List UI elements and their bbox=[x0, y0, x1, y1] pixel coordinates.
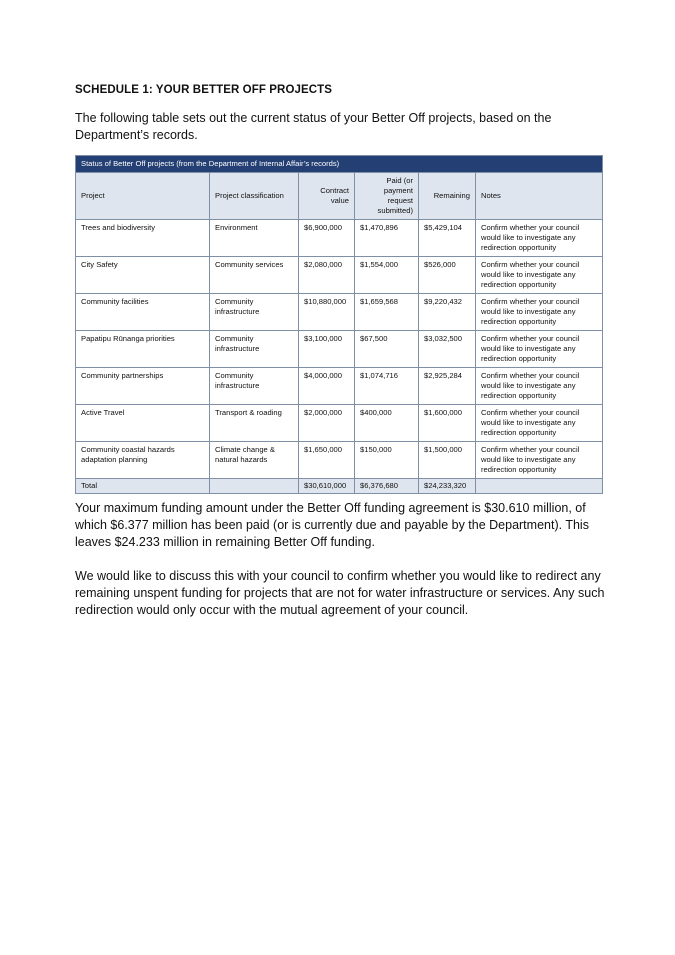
header-contract-value: Contract value bbox=[299, 173, 355, 220]
table-row bbox=[76, 442, 603, 479]
header-notes: Notes bbox=[476, 173, 603, 220]
project-classification: Transport & roading bbox=[210, 405, 299, 442]
project-notes: Confirm whether your council would like to investigate any redirection opportunity bbox=[476, 442, 603, 479]
project-notes: Confirm whether your council would like to investigate any redirection opportunity bbox=[476, 368, 603, 405]
schedule-heading: SCHEDULE 1: YOUR BETTER OFF PROJECTS bbox=[75, 84, 333, 96]
project-notes: Confirm whether your council would like to investigate any redirection opportunity bbox=[476, 294, 603, 331]
total-empty-cell bbox=[210, 479, 299, 494]
remaining-value: $5,429,104 bbox=[419, 220, 476, 257]
table-caption: Status of Better Off projects (from the Department of Internal Affair’s records) bbox=[76, 156, 603, 173]
table-row bbox=[76, 368, 603, 405]
paid-value: $67,500 bbox=[355, 331, 419, 368]
table-row bbox=[76, 220, 603, 257]
contract-value: $1,650,000 bbox=[299, 442, 355, 479]
paid-value: $150,000 bbox=[355, 442, 419, 479]
remaining-value: $2,925,284 bbox=[419, 368, 476, 405]
project-name: Trees and biodiversity bbox=[76, 220, 210, 257]
project-classification: Environment bbox=[210, 220, 299, 257]
project-notes: Confirm whether your council would like to investigate any redirection opportunity bbox=[476, 405, 603, 442]
contract-value: $2,080,000 bbox=[299, 257, 355, 294]
project-classification: Community services bbox=[210, 257, 299, 294]
project-name: Active Travel bbox=[76, 405, 210, 442]
header-remaining: Remaining bbox=[419, 173, 476, 220]
total-contract-value: $30,610,000 bbox=[299, 479, 355, 494]
intro-paragraph: The following table sets out the current status of your Better Off projects, based on the Department’s records. bbox=[75, 111, 552, 142]
table-row bbox=[76, 257, 603, 294]
project-classification: Community infrastructure bbox=[210, 368, 299, 405]
paid-value: $400,000 bbox=[355, 405, 419, 442]
contract-value: $3,100,000 bbox=[299, 331, 355, 368]
total-remaining-value: $24,233,320 bbox=[419, 479, 476, 494]
project-classification: Climate change & natural hazards bbox=[210, 442, 299, 479]
header-paid: Paid (or payment request submitted) bbox=[355, 173, 419, 220]
remaining-value: $1,500,000 bbox=[419, 442, 476, 479]
remaining-value: $3,032,500 bbox=[419, 331, 476, 368]
table-total-row bbox=[76, 479, 603, 494]
header-project: Project bbox=[76, 173, 210, 220]
paid-value: $1,470,896 bbox=[355, 220, 419, 257]
total-label: Total bbox=[76, 479, 210, 494]
total-paid-value: $6,376,680 bbox=[355, 479, 419, 494]
funding-summary-paragraph: Your maximum funding amount under the Better Off funding agreement is $30.610 million, of which $6.377 million has been paid (or is currently due and payable by the Department). This leaves $24.233 million in remaining Better Off funding. bbox=[75, 501, 589, 549]
project-notes: Confirm whether your council would like to investigate any redirection opportunity bbox=[476, 331, 603, 368]
project-name: Community coastal hazards adaptation planning bbox=[76, 442, 210, 479]
paid-value: $1,074,716 bbox=[355, 368, 419, 405]
remaining-value: $526,000 bbox=[419, 257, 476, 294]
remaining-value: $9,220,432 bbox=[419, 294, 476, 331]
projects-status-table bbox=[75, 155, 603, 494]
redirection-paragraph: We would like to discuss this with your council to confirm whether you would like to redirect any remaining unspent funding for projects that are not for water infrastructure or services. Any such redirection would only occur with the mutual agreement of your council. bbox=[75, 569, 605, 617]
project-notes: Confirm whether your council would like to investigate any redirection opportunity bbox=[476, 220, 603, 257]
project-name: Community facilities bbox=[76, 294, 210, 331]
table-row bbox=[76, 405, 603, 442]
table-row bbox=[76, 294, 603, 331]
paid-value: $1,659,568 bbox=[355, 294, 419, 331]
header-classification: Project classification bbox=[210, 173, 299, 220]
project-name: Papatipu Rūnanga priorities bbox=[76, 331, 210, 368]
remaining-value: $1,600,000 bbox=[419, 405, 476, 442]
project-notes: Confirm whether your council would like to investigate any redirection opportunity bbox=[476, 257, 603, 294]
project-name: City Safety bbox=[76, 257, 210, 294]
table-row bbox=[76, 331, 603, 368]
contract-value: $6,900,000 bbox=[299, 220, 355, 257]
contract-value: $2,000,000 bbox=[299, 405, 355, 442]
project-classification: Community infrastructure bbox=[210, 294, 299, 331]
project-classification: Community infrastructure bbox=[210, 331, 299, 368]
project-name: Community partnerships bbox=[76, 368, 210, 405]
contract-value: $10,880,000 bbox=[299, 294, 355, 331]
paid-value: $1,554,000 bbox=[355, 257, 419, 294]
contract-value: $4,000,000 bbox=[299, 368, 355, 405]
total-notes-empty-cell bbox=[476, 479, 603, 494]
table-header-row bbox=[76, 173, 603, 220]
